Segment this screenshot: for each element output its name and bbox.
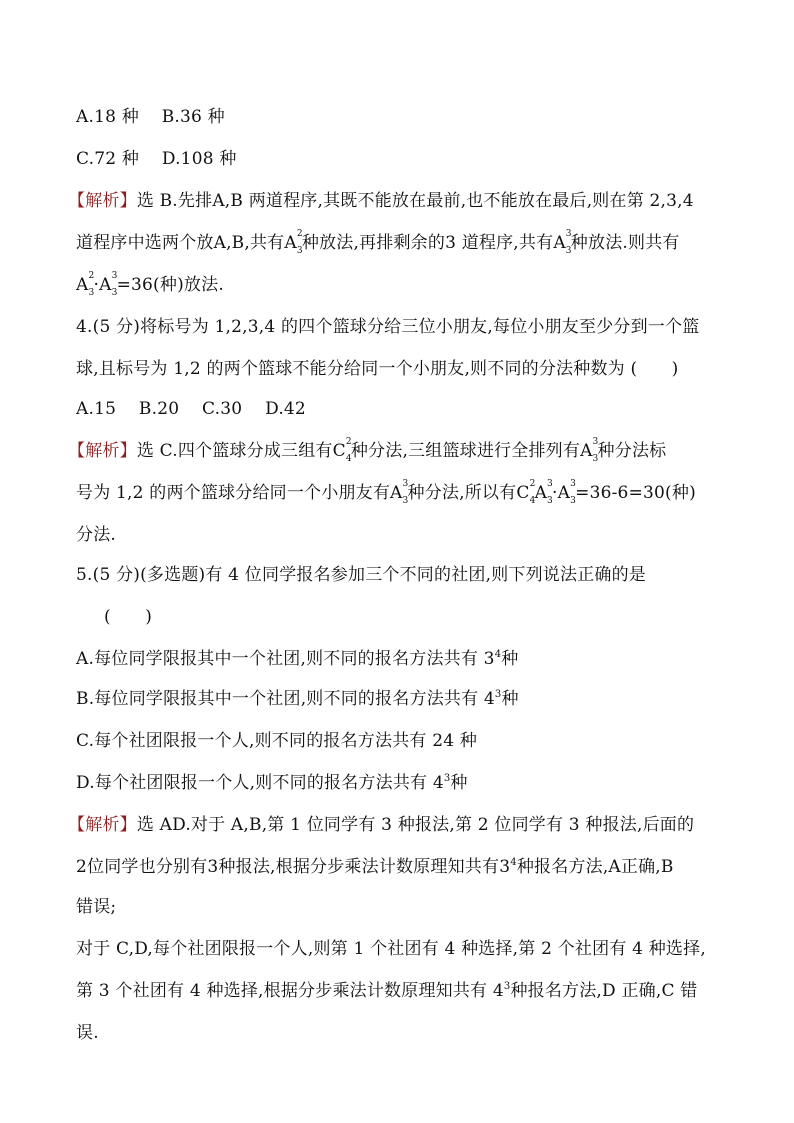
q5-solution-line-3: 错误;	[76, 897, 117, 917]
permutation-symbol: A 3 3	[557, 479, 577, 506]
q3-options-ab: A.18 种 B.36 种	[76, 107, 225, 127]
permutation-symbol: A 2 3	[76, 271, 95, 298]
permutation-symbol: A 3 3	[390, 479, 409, 506]
permutation-symbol: A 3 3	[553, 229, 572, 256]
q5-solution-line-5: 第 3 个社团有 4 种选择,根据分步乘法计数原理知共有 $4^3$种报名方法,D 正确,C 错	[76, 981, 698, 1001]
q5-solution-line-2: 2位同学也分别有3种报法,根据分步乘法计数原理知共有$3^4$种报名方法,A正确,B	[76, 857, 674, 877]
q5-stem-line-2: ( )	[104, 607, 153, 627]
q5-option-c: C.每个社团限报一个人,则不同的报名方法共有 24 种	[76, 731, 478, 751]
q4-solution-line-1: 【解析】选 C.四个篮球分成三组有C 2 4 种分法,三组篮球进行全排列有A 3 3 种分法标	[68, 437, 667, 464]
q5-option-d: D.每个社团限报一个人,则不同的报名方法共有 $4^3$种	[76, 773, 468, 793]
q4-stem-line-2: 球,且标号为 1,2 的两个篮球不能分给同一个小朋友,则不同的分法种数为 ( )	[76, 359, 679, 379]
q3-solution-line-1: 【解析】选 B.先排A,B 两道程序,其既不能放在最前,也不能放在最后,则在第 2,3,4	[68, 191, 694, 211]
q5-option-b: B.每位同学限报其中一个社团,则不同的报名方法共有 $4^3$种	[76, 689, 519, 709]
q5-solution-line-4: 对于 C,D,每个社团限报一个人,则第 1 个社团有 4 种选择,第 2 个社团有 4 种选择,	[76, 939, 706, 959]
q4-solution-line-2: 号为 1,2 的两个篮球分给同一个小朋友有A 3 3 种分法,所以有C 2 4 A 3 3 ·A 3 3 =36-6=30(种)	[76, 479, 696, 506]
permutation-symbol: A 3 3	[99, 271, 118, 298]
analysis-tag: 【解析】	[68, 441, 137, 461]
q3-solution-line-3: A 2 3 ·A 3 3 =36(种)放法.	[76, 271, 224, 298]
q4-stem-line-1: 4.(5 分)将标号为 1,2,3,4 的四个篮球分给三位小朋友,每位小朋友至少分到一个篮	[76, 317, 700, 337]
analysis-tag: 【解析】	[68, 191, 137, 211]
combination-symbol: C 2 4	[332, 437, 352, 464]
q3-solution-line-2: 道程序中选两个放A,B,共有A 2 3 种放法,再排剩余的3 道程序,共有A 3 3 种放法.则共有	[76, 229, 680, 256]
q5-solution-line-6: 误.	[76, 1023, 99, 1043]
q3-options-cd: C.72 种 D.108 种	[76, 149, 237, 169]
q4-options: A.15 B.20 C.30 D.42	[76, 399, 306, 419]
analysis-tag: 【解析】	[68, 815, 137, 835]
q5-solution-line-1: 【解析】选 AD.对于 A,B,第 1 位同学有 3 种报法,第 2 位同学有 3 种报法,后面的	[68, 815, 695, 835]
permutation-symbol: A 3 3	[534, 479, 553, 506]
combination-symbol: C 2 4	[516, 479, 536, 506]
q4-solution-line-3: 分法.	[76, 525, 117, 545]
permutation-symbol: A 3 3	[580, 437, 599, 464]
permutation-symbol: A 2 3	[284, 229, 303, 256]
q5-stem-line-1: 5.(5 分)(多选题)有 4 位同学报名参加三个不同的社团,则下列说法正确的是	[76, 565, 646, 585]
q5-option-a: A.每位同学限报其中一个社团,则不同的报名方法共有 $3^4$种	[76, 649, 519, 669]
